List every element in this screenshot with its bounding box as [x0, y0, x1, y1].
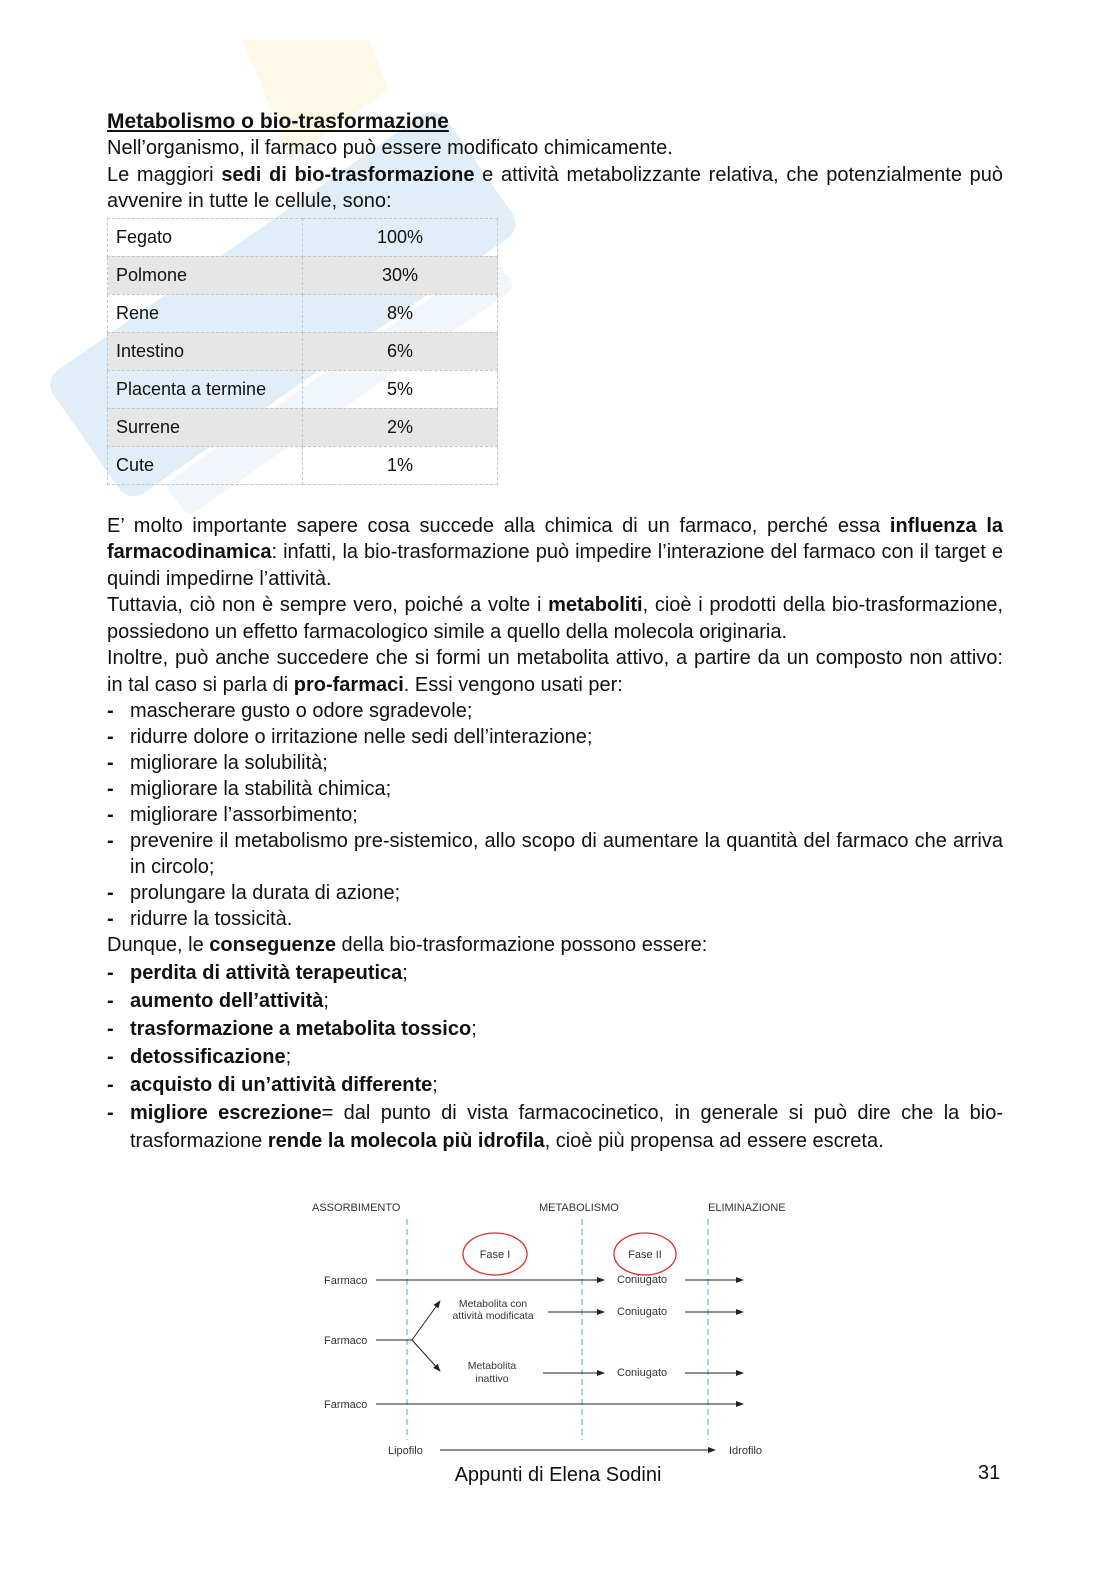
list-item: - acquisto di un’attività differente;: [107, 1071, 1003, 1099]
table-row: Cute 1%: [108, 446, 498, 484]
table-row: Surrene 2%: [108, 408, 498, 446]
column-label-metabolism: METABOLISMO: [539, 1202, 619, 1214]
list-item: - migliorare la stabilità chimica;: [107, 776, 1003, 802]
table-row: Intestino 6%: [108, 332, 498, 370]
pharmacodynamics-paragraph: E’ molto importante sapere cosa succede alla chimica di un farmaco, perché essa influenza la farmacodinamica: infatti, la bio-trasformazione può impedire l’interazione del farmaco con il target e quindi impedirne l’attività.: [107, 514, 1003, 590]
drug-label-3: Farmaco: [324, 1399, 368, 1411]
branch-arrow-up: [412, 1301, 440, 1340]
list-item: - aumento dell’attività;: [107, 987, 1003, 1015]
consequences-list: [107, 959, 1003, 1155]
svg-text:attività modificata: attività modificata: [452, 1310, 534, 1322]
list-item: - detossificazione;: [107, 1043, 1003, 1071]
list-item: - perdita di attività terapeutica;: [107, 959, 1003, 987]
section-title: Metabolismo o bio-trasformazione: [107, 110, 449, 133]
intro-paragraph: Le maggiori sedi di bio-trasformazione e attività metabolizzante relativa, che potenzialmente può avvenire in tutte le cellule, sono:: [107, 163, 1003, 212]
conjugate-label-2: Coniugato: [617, 1306, 668, 1318]
list-item: - migliore escrezione= dal punto di vista farmacocinetico, in generale si può dire che la bio-trasformazione rende la molecola più idrofila, cioè più propensa ad essere escreta.: [107, 1099, 1003, 1155]
biotransformation-sites-table: [107, 218, 498, 485]
phase2-label: Fase II: [628, 1249, 662, 1261]
table-row: Fegato 100%: [108, 218, 498, 256]
conjugate-label-3: Coniugato: [617, 1367, 668, 1379]
phase1-label: Fase I: [479, 1249, 511, 1261]
svg-text:inattivo: inattivo: [475, 1373, 509, 1385]
footer-author: Appunti di Elena Sodini: [454, 1464, 662, 1486]
prodrug-uses-list: [107, 698, 1003, 932]
table-row: Placenta a termine 5%: [108, 370, 498, 408]
list-item: - mascherare gusto o odore sgradevole;: [107, 698, 1003, 724]
lipophilic-label: Lipofilo: [388, 1445, 423, 1457]
consequences-intro: Dunque, le conseguenze della bio-trasformazione possono essere:: [107, 934, 708, 956]
page-number: 31: [978, 1462, 1001, 1484]
table-row: Rene 8%: [108, 294, 498, 332]
drug-label-2: Farmaco: [324, 1335, 368, 1347]
column-label-elimination: ELIMINAZIONE: [708, 1202, 786, 1214]
list-item: - trasformazione a metabolita tossico;: [107, 1015, 1003, 1043]
list-item: - migliorare l’assorbimento;: [107, 802, 1003, 828]
branch-arrow-down: [412, 1340, 440, 1371]
inactive-metabolite-label: Metabolita: [467, 1360, 517, 1372]
column-label-absorption: ASSORBIMENTO: [312, 1202, 401, 1214]
list-item: - prolungare la durata di azione;: [107, 880, 1003, 906]
modified-metabolite-label: Metabolita con: [458, 1298, 528, 1310]
list-item: - migliorare la solubilità;: [107, 750, 1003, 776]
list-item: - ridurre dolore o irritazione nelle sedi dell’interazione;: [107, 724, 1003, 750]
prodrugs-paragraph: Inoltre, può anche succedere che si formi un metabolita attivo, a partire da un composto non attivo: in tal caso si parla di pro-farmaci. Essi vengono usati per:: [107, 647, 1003, 696]
page-content: [107, 108, 1003, 1155]
metabolism-diagram: [300, 1195, 800, 1470]
metabolites-paragraph: Tuttavia, ciò non è sempre vero, poiché a volte i metaboliti, cioè i prodotti della bio-trasformazione, possiedono un effetto farmacologico simile a quello della molecola originaria.: [107, 594, 1003, 643]
hydrophilic-label: Idrofilo: [729, 1445, 763, 1457]
conjugate-label-1: Coniugato: [617, 1274, 668, 1286]
table-row: Polmone 30%: [108, 256, 498, 294]
drug-label-1: Farmaco: [324, 1275, 368, 1287]
list-item: - ridurre la tossicità.: [107, 906, 1003, 932]
list-item: - prevenire il metabolismo pre-sistemico, allo scopo di aumentare la quantità del farmaco che arriva in circolo;: [107, 828, 1003, 880]
intro-line: Nell’organismo, il farmaco può essere modificato chimicamente.: [107, 137, 673, 159]
